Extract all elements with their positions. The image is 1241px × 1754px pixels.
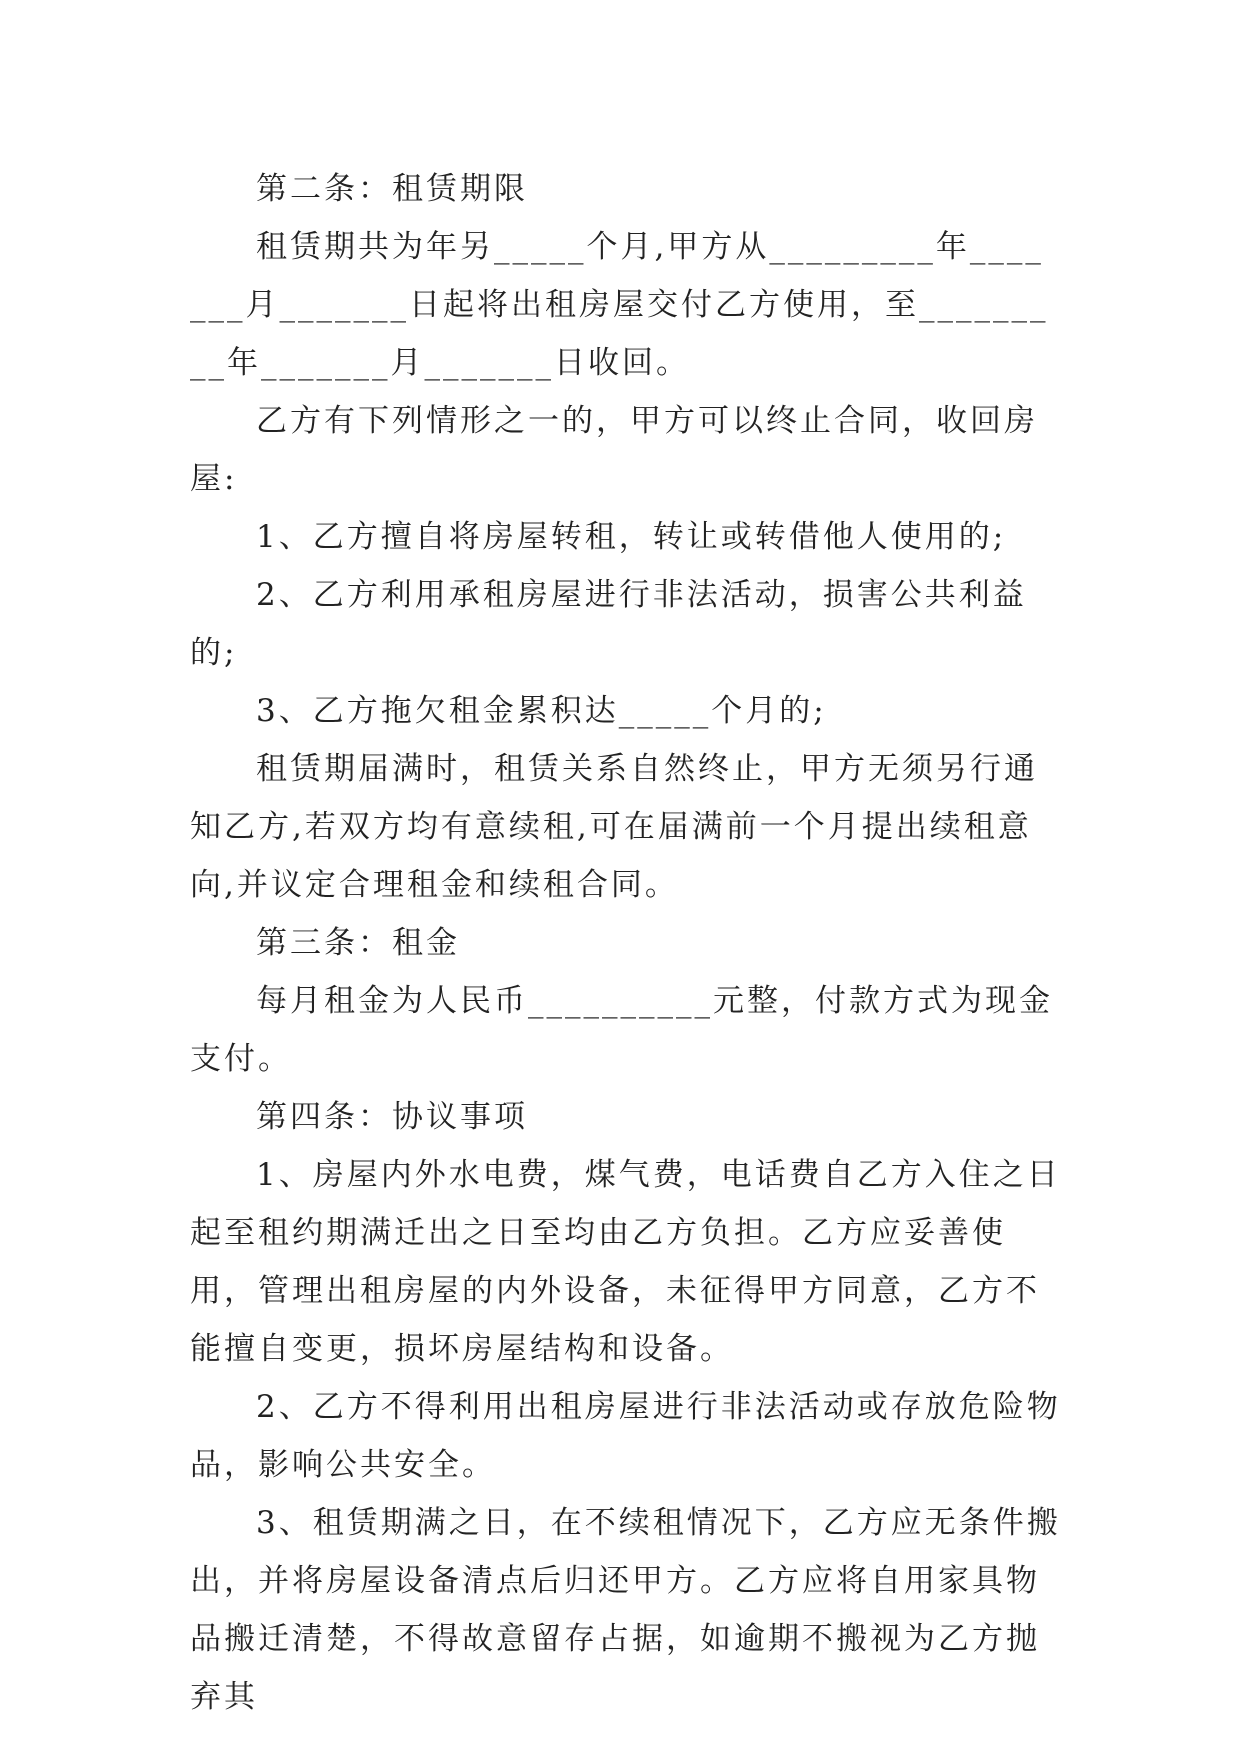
article2-term-paragraph: 租赁期共为年另_____个月,甲方从_________年_______月_______日起将出租房屋交付乙方使用，至_________年_______月_______日收回。 bbox=[190, 229, 1049, 381]
article3-heading: 第三条：租金 bbox=[256, 925, 460, 961]
article4-item-1: 1、房屋内外水电费，煤气费，电话费自乙方入住之日起至租约期满迁出之日至均由乙方负担。乙方应妥善使用，管理出租房屋的内外设备，未征得甲方同意，乙方不能擅自变更，损坏房屋结构和设备。 bbox=[190, 1157, 1061, 1367]
document-body bbox=[190, 160, 1062, 1726]
article3-rent-paragraph: 每月租金为人民币__________元整，付款方式为现金支付。 bbox=[190, 983, 1053, 1077]
article2-expiry-paragraph: 租赁期届满时，租赁关系自然终止，甲方无须另行通知乙方,若双方均有意续租,可在届满前一个月提出续租意向,并议定合理租金和续租合同。 bbox=[190, 751, 1038, 903]
article2-termination-intro: 乙方有下列情形之一的，甲方可以终止合同，收回房屋: bbox=[190, 403, 1038, 497]
article2-item-3: 3、乙方拖欠租金累积达_____个月的; bbox=[256, 693, 827, 729]
article4-heading: 第四条：协议事项 bbox=[256, 1099, 528, 1135]
article4-item-3: 3、租赁期满之日，在不续租情况下，乙方应无条件搬出，并将房屋设备清点后归还甲方。乙方应将自用家具物品搬迁清楚，不得故意留存占据，如逾期不搬视为乙方抛弃其 bbox=[190, 1505, 1061, 1715]
article2-heading: 第二条：租赁期限 bbox=[256, 171, 528, 207]
article2-item-1: 1、乙方擅自将房屋转租，转让或转借他人使用的; bbox=[256, 519, 1007, 555]
article4-item-2: 2、乙方不得利用出租房屋进行非法活动或存放危险物品，影响公共安全。 bbox=[190, 1389, 1061, 1483]
article2-item-2: 2、乙方利用承租房屋进行非法活动，损害公共利益的; bbox=[190, 577, 1027, 671]
